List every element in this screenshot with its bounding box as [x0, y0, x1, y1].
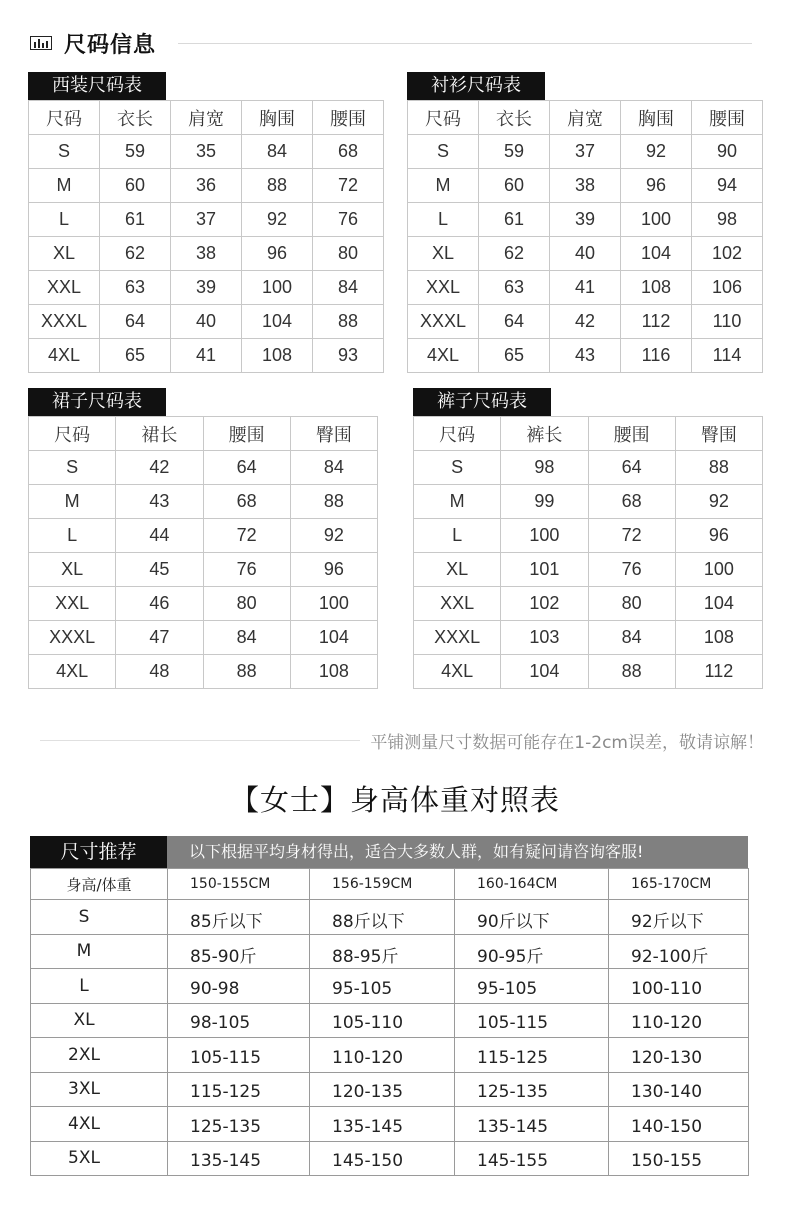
value-cell: 64 [479, 305, 550, 339]
table-row [408, 169, 763, 203]
weight-range-cell: 135-145 [455, 1107, 609, 1142]
size-cell: XXXL [414, 621, 501, 655]
page-title: 尺码信息 [64, 33, 157, 58]
table-row [29, 135, 384, 169]
banner-label: 尺寸推荐 [30, 836, 167, 868]
value-cell: 41 [171, 339, 242, 373]
table-row [29, 519, 378, 553]
value-cell: 104 [675, 587, 762, 621]
table-banner [30, 836, 748, 868]
value-cell: 62 [100, 237, 171, 271]
column-header: 尺码 [29, 417, 116, 451]
value-cell: 76 [313, 203, 384, 237]
table-row [31, 1107, 749, 1142]
value-cell: 94 [692, 169, 763, 203]
table-title: 裙子尺码表 [28, 388, 166, 416]
value-cell: 59 [479, 135, 550, 169]
value-cell: 92 [242, 203, 313, 237]
value-cell: 47 [116, 621, 203, 655]
table-row [29, 271, 384, 305]
value-cell: 99 [501, 485, 588, 519]
value-cell: 96 [675, 519, 762, 553]
weight-range-cell: 100-110 [609, 969, 749, 1004]
value-cell: 84 [588, 621, 675, 655]
value-cell: 104 [621, 237, 692, 271]
size-cell: L [29, 203, 100, 237]
value-cell: 100 [242, 271, 313, 305]
table-header-row [408, 101, 763, 135]
size-cell: XXL [414, 587, 501, 621]
column-header: 165-170CM [609, 869, 749, 900]
table-row [31, 1141, 749, 1176]
value-cell: 68 [313, 135, 384, 169]
section-header [0, 24, 790, 64]
value-cell: 72 [588, 519, 675, 553]
value-cell: 96 [290, 553, 377, 587]
weight-range-cell: 90斤以下 [455, 900, 609, 935]
value-cell: 102 [692, 237, 763, 271]
size-cell: XL [414, 553, 501, 587]
size-cell: M [29, 485, 116, 519]
value-cell: 43 [550, 339, 621, 373]
weight-range-cell: 110-120 [609, 1003, 749, 1038]
value-cell: 64 [100, 305, 171, 339]
value-cell: 65 [479, 339, 550, 373]
size-cell: S [414, 451, 501, 485]
size-cell: XXL [29, 271, 100, 305]
value-cell: 38 [171, 237, 242, 271]
table-row [31, 1072, 749, 1107]
value-cell: 76 [588, 553, 675, 587]
bar-chart-icon [30, 36, 52, 50]
value-cell: 116 [621, 339, 692, 373]
value-cell: 65 [100, 339, 171, 373]
value-cell: 80 [313, 237, 384, 271]
column-header: 肩宽 [550, 101, 621, 135]
table-row [29, 485, 378, 519]
value-cell: 100 [675, 553, 762, 587]
value-cell: 68 [588, 485, 675, 519]
column-header: 衣长 [100, 101, 171, 135]
value-cell: 63 [479, 271, 550, 305]
size-cell: L [408, 203, 479, 237]
value-cell: 44 [116, 519, 203, 553]
value-cell: 92 [290, 519, 377, 553]
table-row [29, 305, 384, 339]
size-cell: S [29, 135, 100, 169]
table-row [29, 587, 378, 621]
column-header: 尺码 [414, 417, 501, 451]
weight-range-cell: 105-115 [455, 1003, 609, 1038]
column-header: 臀围 [675, 417, 762, 451]
value-cell: 96 [242, 237, 313, 271]
column-header: 臀围 [290, 417, 377, 451]
value-cell: 93 [313, 339, 384, 373]
table-row [31, 1003, 749, 1038]
size-cell: XL [31, 1003, 168, 1038]
weight-range-cell: 115-125 [168, 1072, 310, 1107]
value-cell: 110 [692, 305, 763, 339]
value-cell: 102 [501, 587, 588, 621]
table-title: 裤子尺码表 [413, 388, 551, 416]
table-row [408, 135, 763, 169]
value-cell: 103 [501, 621, 588, 655]
table-row [29, 339, 384, 373]
table-row [31, 934, 749, 969]
weight-range-cell: 88斤以下 [310, 900, 455, 935]
size-cell: 4XL [408, 339, 479, 373]
table-row [414, 587, 763, 621]
value-cell: 84 [242, 135, 313, 169]
table-row [31, 969, 749, 1004]
value-cell: 106 [692, 271, 763, 305]
weight-range-cell: 85-90斤 [168, 934, 310, 969]
value-cell: 59 [100, 135, 171, 169]
value-cell: 84 [290, 451, 377, 485]
value-cell: 41 [550, 271, 621, 305]
size-cell: 4XL [29, 655, 116, 689]
weight-range-cell: 95-105 [455, 969, 609, 1004]
table-row [414, 485, 763, 519]
size-cell: XXL [408, 271, 479, 305]
table-row [414, 621, 763, 655]
value-cell: 104 [290, 621, 377, 655]
table-row [29, 655, 378, 689]
weight-range-cell: 140-150 [609, 1107, 749, 1142]
value-cell: 45 [116, 553, 203, 587]
size-cell: L [414, 519, 501, 553]
size-cell: M [31, 934, 168, 969]
size-cell: 4XL [29, 339, 100, 373]
value-cell: 90 [692, 135, 763, 169]
value-cell: 43 [116, 485, 203, 519]
table-row [408, 305, 763, 339]
value-cell: 42 [116, 451, 203, 485]
note-text: 平铺测量尺寸数据可能存在1-2cm误差，敬请谅解！ [370, 733, 764, 753]
value-cell: 64 [203, 451, 290, 485]
value-cell: 46 [116, 587, 203, 621]
table-row [414, 655, 763, 689]
size-cell: XXL [29, 587, 116, 621]
column-header: 衣长 [479, 101, 550, 135]
weight-range-cell: 92-100斤 [609, 934, 749, 969]
weight-range-cell: 145-150 [310, 1141, 455, 1176]
value-cell: 39 [550, 203, 621, 237]
table-row [29, 169, 384, 203]
column-header: 胸围 [242, 101, 313, 135]
value-cell: 100 [290, 587, 377, 621]
column-header: 腰围 [313, 101, 384, 135]
weight-range-cell: 90-98 [168, 969, 310, 1004]
weight-range-cell: 125-135 [455, 1072, 609, 1107]
table-row [29, 553, 378, 587]
value-cell: 88 [588, 655, 675, 689]
weight-range-cell: 135-145 [310, 1107, 455, 1142]
size-cell: S [29, 451, 116, 485]
value-cell: 36 [171, 169, 242, 203]
weight-range-cell: 120-135 [310, 1072, 455, 1107]
weight-range-cell: 92斤以下 [609, 900, 749, 935]
size-cell: S [31, 900, 168, 935]
value-cell: 35 [171, 135, 242, 169]
weight-range-cell: 125-135 [168, 1107, 310, 1142]
size-cell: 4XL [414, 655, 501, 689]
column-header: 160-164CM [455, 869, 609, 900]
table-row [29, 451, 378, 485]
weight-range-cell: 85斤以下 [168, 900, 310, 935]
value-cell: 62 [479, 237, 550, 271]
value-cell: 100 [501, 519, 588, 553]
value-cell: 104 [501, 655, 588, 689]
size-cell: XXXL [408, 305, 479, 339]
size-cell: M [408, 169, 479, 203]
size-cell: 5XL [31, 1141, 168, 1176]
measurement-note [20, 722, 770, 758]
weight-range-cell: 115-125 [455, 1038, 609, 1073]
table-row [29, 621, 378, 655]
column-header: 裤长 [501, 417, 588, 451]
table-header-row [29, 417, 378, 451]
value-cell: 88 [675, 451, 762, 485]
weight-range-cell: 98-105 [168, 1003, 310, 1038]
note-divider [40, 740, 360, 741]
size-cell: XL [29, 237, 100, 271]
size-cell: L [29, 519, 116, 553]
value-cell: 60 [479, 169, 550, 203]
value-cell: 88 [242, 169, 313, 203]
value-cell: 40 [550, 237, 621, 271]
column-header: 尺码 [29, 101, 100, 135]
value-cell: 40 [171, 305, 242, 339]
table-title: 衬衫尺码表 [407, 72, 545, 100]
size-cell: XL [29, 553, 116, 587]
value-cell: 38 [550, 169, 621, 203]
weight-range-cell: 88-95斤 [310, 934, 455, 969]
size-cell: M [29, 169, 100, 203]
column-header: 身高/体重 [31, 869, 168, 900]
weight-range-cell: 105-115 [168, 1038, 310, 1073]
size-cell: 2XL [31, 1038, 168, 1073]
table-title: 西装尺码表 [28, 72, 166, 100]
column-header: 腰围 [588, 417, 675, 451]
value-cell: 76 [203, 553, 290, 587]
value-cell: 48 [116, 655, 203, 689]
table-header-row [29, 101, 384, 135]
column-header: 150-155CM [168, 869, 310, 900]
value-cell: 88 [290, 485, 377, 519]
value-cell: 37 [550, 135, 621, 169]
table-row [29, 203, 384, 237]
skirt-size-table [28, 388, 378, 694]
table-row [414, 519, 763, 553]
value-cell: 112 [621, 305, 692, 339]
header-divider [178, 43, 752, 44]
value-cell: 92 [675, 485, 762, 519]
value-cell: 84 [203, 621, 290, 655]
value-cell: 60 [100, 169, 171, 203]
table-row [408, 339, 763, 373]
value-cell: 98 [692, 203, 763, 237]
value-cell: 61 [479, 203, 550, 237]
value-cell: 64 [588, 451, 675, 485]
weight-range-cell: 95-105 [310, 969, 455, 1004]
size-cell: M [414, 485, 501, 519]
weight-range-cell: 145-155 [455, 1141, 609, 1176]
value-cell: 84 [313, 271, 384, 305]
table-row [31, 900, 749, 935]
table-header-row [414, 417, 763, 451]
column-header: 裙长 [116, 417, 203, 451]
women-chart-title: 【女士】身高体重对照表 [229, 783, 560, 817]
table-row [408, 203, 763, 237]
size-cell: XXXL [29, 305, 100, 339]
value-cell: 39 [171, 271, 242, 305]
table-header-row [31, 869, 749, 900]
value-cell: 72 [203, 519, 290, 553]
weight-range-cell: 105-110 [310, 1003, 455, 1038]
table-row [414, 553, 763, 587]
weight-range-cell: 135-145 [168, 1141, 310, 1176]
value-cell: 88 [203, 655, 290, 689]
column-header: 尺码 [408, 101, 479, 135]
column-header: 胸围 [621, 101, 692, 135]
size-cell: XXXL [29, 621, 116, 655]
value-cell: 42 [550, 305, 621, 339]
weight-range-cell: 90-95斤 [455, 934, 609, 969]
size-cell: 3XL [31, 1072, 168, 1107]
value-cell: 112 [675, 655, 762, 689]
value-cell: 98 [501, 451, 588, 485]
value-cell: 61 [100, 203, 171, 237]
size-cell: L [31, 969, 168, 1004]
value-cell: 72 [313, 169, 384, 203]
value-cell: 88 [313, 305, 384, 339]
size-cell: 4XL [31, 1107, 168, 1142]
table-row [408, 237, 763, 271]
value-cell: 101 [501, 553, 588, 587]
value-cell: 108 [621, 271, 692, 305]
value-cell: 108 [290, 655, 377, 689]
column-header: 腰围 [692, 101, 763, 135]
table-row [408, 271, 763, 305]
size-cell: XL [408, 237, 479, 271]
banner-subtitle: 以下根据平均身材得出，适合大多数人群，如有疑问请咨询客服! [167, 836, 748, 868]
value-cell: 108 [242, 339, 313, 373]
weight-range-cell: 150-155 [609, 1141, 749, 1176]
value-cell: 92 [621, 135, 692, 169]
column-header: 腰围 [203, 417, 290, 451]
size-cell: S [408, 135, 479, 169]
value-cell: 104 [242, 305, 313, 339]
suit-size-table [28, 72, 384, 378]
value-cell: 100 [621, 203, 692, 237]
value-cell: 80 [203, 587, 290, 621]
table-row [29, 237, 384, 271]
column-header: 肩宽 [171, 101, 242, 135]
table-row [414, 451, 763, 485]
value-cell: 114 [692, 339, 763, 373]
weight-range-cell: 120-130 [609, 1038, 749, 1073]
value-cell: 63 [100, 271, 171, 305]
table-row [31, 1038, 749, 1073]
shirt-size-table [407, 72, 763, 378]
value-cell: 37 [171, 203, 242, 237]
value-cell: 108 [675, 621, 762, 655]
value-cell: 80 [588, 587, 675, 621]
weight-range-cell: 110-120 [310, 1038, 455, 1073]
column-header: 156-159CM [310, 869, 455, 900]
value-cell: 68 [203, 485, 290, 519]
value-cell: 96 [621, 169, 692, 203]
weight-range-cell: 130-140 [609, 1072, 749, 1107]
pants-size-table [413, 388, 763, 694]
